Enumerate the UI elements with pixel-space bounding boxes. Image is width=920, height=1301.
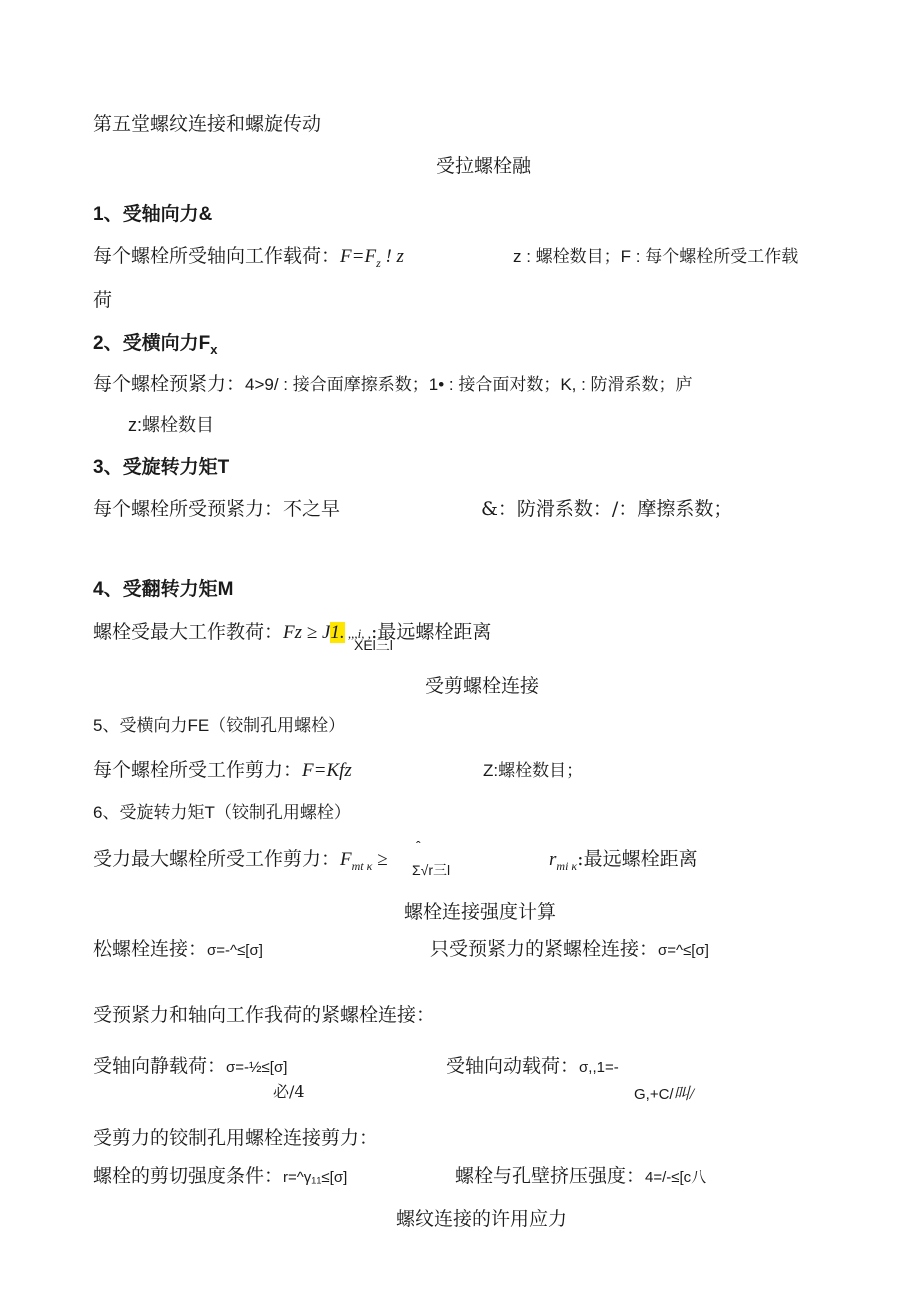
- axial-load-wrap: 荷: [93, 289, 113, 311]
- heading-transverse-force: 2、受横向力$F_x$: [93, 333, 218, 357]
- line-preload-only-bolt: 只受预紧力的紧螺栓连接：σ=^≤[σ]: [430, 938, 709, 960]
- line-max-shear: [93, 848, 388, 873]
- dynamic-load-denominator: G,+C/叫/: [634, 1086, 695, 1103]
- line-max-working-load: [93, 621, 491, 645]
- heading-transverse-reamed: 5、受横向力FE（铰制孔用螺栓）: [93, 716, 346, 735]
- line-preload-transverse: [93, 373, 693, 396]
- line-loose-bolt: 松螺栓连接：σ=-^≤[σ]: [93, 938, 263, 960]
- section-heading-strength: 螺栓连接强度计算: [404, 902, 557, 923]
- line-shear-strength: 螺栓的剪切强度条件：r=^γ₁₁≤[σ]: [93, 1165, 348, 1187]
- line-shear-force: [93, 759, 352, 783]
- max-load-text: 螺栓受最大工作教荷：: [93, 621, 284, 643]
- heading-torque-reamed: 6、受旋转力矩T（铰制孔用螺栓）: [93, 803, 351, 822]
- section-heading-shear-bolts: 受剪螺栓连接: [425, 676, 540, 697]
- axial-load-text: 每个螺栓所受轴向工作载荷：: [93, 245, 341, 267]
- shear-force-formula: F=Kfz: [302, 760, 352, 781]
- max-shear-text: 受力最大螺栓所受工作剪力：: [93, 848, 341, 870]
- line-dynamic-load: 受轴向动载荷：σ,,1=-: [446, 1055, 619, 1077]
- section-heading-allowable-stress: 螺纹连接的许用应力: [396, 1209, 568, 1230]
- max-load-formula: Fz ≥ J1. ,,,i, ,: [283, 622, 372, 643]
- line-preload-axial: 受预紧力和轴向工作我荷的紧螺栓连接：: [93, 1004, 436, 1026]
- shear-force-text: 每个螺栓所受工作剪力：: [93, 759, 303, 781]
- heading-torque: 3、受旋转力矩T: [93, 457, 230, 478]
- max-load-denominator: XEl三l: [354, 637, 393, 653]
- static-load-denominator: 必/4: [273, 1082, 305, 1101]
- preload-text: 每个螺栓预紧力：: [93, 373, 246, 395]
- line-preload-torque: 每个螺栓所受预紧力：不之早: [93, 498, 341, 520]
- line-reamed-shear: 受剪力的铰制孔用螺栓连接剪力：: [93, 1127, 379, 1149]
- line-bearing-strength: 螺栓与孔壁挤压强度：4=/-≤[c八: [455, 1165, 707, 1187]
- line-static-load: 受轴向静载荷：σ=-½≤[σ]: [93, 1055, 288, 1077]
- axial-load-formula: $F=F_z$ ! z: [340, 246, 404, 270]
- shear-force-legend: Z:螺栓数目；: [483, 761, 584, 780]
- max-load-legend: :最远螺栓距离: [371, 621, 492, 643]
- section-heading-tension-bolts: 受拉螺栓融: [436, 156, 532, 177]
- preload-wrap: z:螺栓数目: [128, 415, 215, 435]
- max-shear-denominator: Σ√r三l: [412, 862, 451, 878]
- max-shear-legend: $r_{mi \kappa}$:最远螺栓距离: [549, 848, 698, 873]
- document-title: 第五堂螺纹连接和螺旋传动: [93, 113, 322, 135]
- line-axial-load: [93, 245, 404, 270]
- torque-legend: &：防滑系数：/：摩擦系数；: [481, 498, 733, 520]
- heading-overturning-moment: 4、受翻转力矩M: [93, 579, 234, 600]
- preload-legend: 4>9/ : 接合面摩擦系数；1• : 接合面对数；K, : 防滑系数；庐: [245, 375, 693, 394]
- axial-load-legend: z : 螺栓数目；F : 每个螺栓所受工作载: [513, 247, 799, 266]
- heading-axial-force: 1、受轴向力&: [93, 204, 213, 225]
- max-shear-formula: $F_{mt \kappa}$ ≥: [340, 849, 388, 873]
- max-shear-caret: ˆ: [416, 838, 421, 854]
